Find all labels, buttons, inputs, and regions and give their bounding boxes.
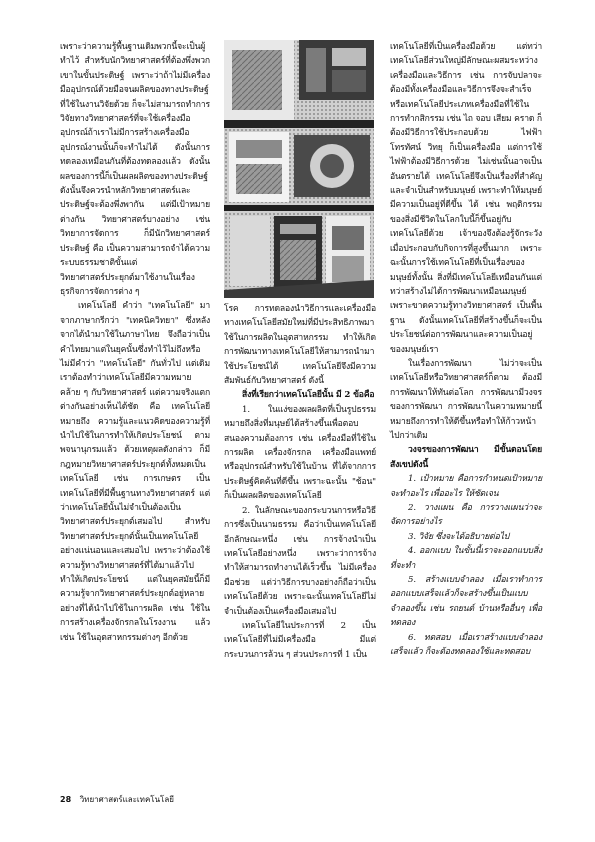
middle-column xyxy=(224,302,376,662)
factory-photo xyxy=(224,40,374,298)
list-item: 6. ทดสอบ เมื่อเราสร้างแบบจำลองเสร็จแล้ว ก็จะต้องทดลองใช้และทดสอบ xyxy=(390,632,542,658)
publication-title: วิทยาศาสตร์และเทคโนโลยี xyxy=(79,795,174,804)
list-item: 4. ออกแบบ ในขั้นนี้เราจะออกแบบสิ่งที่จะทำ xyxy=(390,546,542,571)
page-footer xyxy=(60,793,174,806)
list-item: 2. วางแผน คือ การวางแผนว่าจะจัดการอย่างไร xyxy=(390,503,542,528)
list-item: 3. วิจัย ซึ่งจะได้อธิบายต่อไป xyxy=(408,531,510,542)
page-number: 28 xyxy=(60,795,72,804)
section-heading-1: สิ่งที่เรียกว่าเทคโนโลยีนั้น มี 2 ข้อคือ xyxy=(242,390,375,401)
section-heading-2: วงจรของการพัฒนา มีขั้นตอนโดยสังเขปดังนี้ xyxy=(390,445,542,470)
left-paragraph-2: เทคโนโลยี คำว่า "เทคโนโลยี" มาจากภาษากรีกว่า "เทคนิควิทยา" ซึ่งหลังจากได้นำมาใช้ในภาษาไทย จึงถือว่าเป็นคำไทยมาแต่ในยุคนั้นซึ่งทำไว้ไม่ถึงหรือไม่มีคำว่า "เทคโนโลยี" กันทั่วไป แต่เดิมเราต้องทำว่าเทคโนโลยีมีความหมายคล้าย ๆ กับวิทยาศาสตร์ แต่ความจริงแตกต่างกันอย่างเห็นได้ชัด คือ เทคโนโลยีหมายถึง ความรู้และแนวคิดของความรู้ที่นำไปใช้ในการทำให้เกิดประโยชน์ ตามพจนานุกรมแล้ว ด้วยเหตุผลดังกล่าว ก็มีกฎหมายวิทยาศาสตร์ประยุกต์ทั้งหมดเป็นเทคโนโลยี เช่น การเกษตร เป็นเทคโนโลยีที่มีพื้นฐานทางวิทยาศาสตร์ แต่ว่าเทคโนโลยีนั้นไม่จำเป็นต้องเป็นวิทยาศาสตร์ประยุกต์เสมอไป สำหรับวิทยาศาสตร์ประยุกต์นั้นเป็นเทคโนโลยีอย่างแน่นอนและเสมอไป เพราะว่าต้องใช้ความรู้ทางวิทยาศาสตร์ที่ได้มาแล้วไปทำให้เกิดประโยชน์ แต่ในยุคสมัยนี้ก็มีความรู้จากวิทยาศาสตร์ประยุกต์อยู่หลายอย่างที่ได้นำไปใช้ในการผลิต เช่น ใช้ในการสร้างเครื่องจักรกลในโรงงาน แล้ว เช่น ใช้ในอุตสาหกรรมต่างๆ อีกด้วย xyxy=(60,301,210,643)
left-paragraph-1: เพราะว่าความรู้พื้นฐานเดิมพวกนี้จะเป็นผู้ทำไว้ สำหรับนักวิทยาศาสตร์ที่ต้องพึ่งพวกเขาในขั้นประดิษฐ์ เพราะว่าถ้าไม่มีเครื่องมืออุปกรณ์ด้วยมือจนผลิตของทางประดิษฐ์ที่ใช้ในงานวิจัยด้วย ก็จะไม่สามารถทำการวิจัยทางวิทยาศาสตร์ที่จะใช้เครื่องมืออุปกรณ์ถ้าเราไม่มีการสร้างเครื่องมืออุปกรณ์งานนั้นก็จะทำไม่ได้ ดังนั้นการทดลองเหมือนกันที่ต้องทดลองแล้ว ดังนั้นผลของการนี้ก็เป็นผลผลิตของทางประดิษฐ์ ดังนั้นจึงควรนำหลักวิทยาศาสตร์และประดิษฐ์จะต้องพึ่งพากัน แต่มีเป้าหมายต่างกัน วิทยาศาสตร์บางอย่าง เช่น วิทยาการจัดการ ก็มีนักวิทยาศาสตร์ประดิษฐ์ คือ เป็นความสามารถจำได้ความระบบธรรมชาติขั้นแต่วิทยาศาสตร์ประยุกต์มาใช้งานในเรื่องธุรกิจการจัดการต่าง ๆ xyxy=(60,42,210,297)
middle-paragraph-3: 2. ในลักษณะของกระบวนการหรือวิธีการซึ่งเป็นนามธรรม คือว่าเป็นเทคโนโลยีอีกลักษณะหนึ่ง เช่น การจ้างนำเป็นเทคโนโลยีอย่างหนึ่ง เพราะว่าการจ้างทำให้สามารถทำงานได้เร็วขึ้น ไม่มีเครื่องมือช่วย แต่ว่าวิธีการบางอย่างก็ถือว่าเป็นเทคโนโลยีด้วย เพราะฉะนั้นเทคโนโลยีไม่จำเป็นต้องเป็นเครื่องมือเสมอไป xyxy=(224,505,376,617)
middle-paragraph-1: โรค การทดลองนำวิธีการและเครื่องมือทางเทคโนโลยีสมัยใหม่ที่มีประสิทธิภาพมาใช้ในการผลิตในอุตสาหกรรม ทำให้เกิดการพัฒนาทางเทคโนโลยีให้สามารถนำมาใช้ประโยชน์ได้ เทคโนโลยีจึงมีความสัมพันธ์กับวิทยาศาสตร์ ดังนี้ xyxy=(224,304,376,387)
right-paragraph-1: เทคโนโลยีที่เป็นเครื่องมือด้วย แต่ทว่าเทคโนโลยีส่วนใหญ่มีลักษณะผสมระหว่างเครื่องมือและวิธีการ เช่น การจับปลาจะต้องมีทั้งเครื่องมือและวิธีการจึงจะสำเร็จ หรือเทคโนโลยีประเภทเครื่องมือที่ใช้ในการทำกสิกรรม เช่น ไถ จอบ เสียม คราด ก็ต้องมีวิธีการใช้ประกอบด้วย ไฟฟ้า โทรทัศน์ วิทยุ ก็เป็นเครื่องมือ แต่การใช้ไฟฟ้าต้องมีวิธีการด้วย ไม่เช่นนั้นอาจเป็นอันตรายได้ เทคโนโลยีจึงเป็นเรื่องที่สำคัญและจำเป็นสำหรับมนุษย์ เพราะทำให้มนุษย์มีความเป็นอยู่ที่ดีขึ้น ได้ เช่น พฤติกรรมของสิ่งมีชีวิตในโลกใบนี้ก็ขึ้นอยู่กับเทคโนโลยีด้วย เจ้าของจึงต้องรู้จักระวัง เมื่อประกอบกับกิจการที่สูงขึ้นมาก เพราะฉะนั้นการใช้เทคโนโลยีที่เป็นเรื่องของมนุษย์ทั้งนั้น สิ่งที่มีเทคโนโลยีเหมือนกันแต่ทว่าสร้างไม่ได้การพัฒนาเหมือนมนุษย์ เพราะขาดความรู้ทางวิทยาศาสตร์ เป็นพื้นฐาน ดังนั้นเทคโนโลยีที่สร้างขึ้นก็จะเป็นประโยชน์ต่อการพัฒนาและความเป็นอยู่ของมนุษย์เรา xyxy=(390,42,542,355)
right-column xyxy=(390,40,542,659)
middle-paragraph-4: เทคโนโลยีในประการที่ 2 เป็นเทคโนโลยีที่ไม่มีเครื่องมือ มีแต่กระบวนการล้วน ๆ ส่วนประการที่ 1 เป็น xyxy=(224,620,376,660)
right-paragraph-2: ในเรื่องการพัฒนา ไม่ว่าจะเป็นเทคโนโลยีหรือวิทยาศาสตร์ก็ตาม ต้องมีการพัฒนาให้ทันต่อโลก การพัฒนามีวงจรของการพัฒนา การพัฒนาในความหมายนี้หมายถึงการทำให้ดีขึ้นหรือทำให้ก้าวหน้าไปกว่าเดิม xyxy=(390,358,542,441)
list-item: 5. สร้างแบบจำลอง เมื่อเราทำการออกแบบเสร็จแล้วก็จะสร้างขึ้นเป็นแบบจำลองขึ้น เช่น รถยนต์ บ้านหรืออื่นๆ เพื่อทดลอง xyxy=(390,575,542,629)
list-item: 1. เป้าหมาย คือการกำหนดเป้าหมาย จะทำอะไร เพื่ออะไร ให้ชัดเจน xyxy=(390,474,542,499)
middle-paragraph-2: 1. ในแง่ของผลผลิตที่เป็นรูปธรรม หมายถึงสิ่งที่มนุษย์ได้สร้างขึ้นเพื่อตอบสนองความต้องการ เช่น เครื่องมือที่ใช้ในการผลิต เครื่องจักรกล เครื่องมือแพทย์ หรืออุปกรณ์สำหรับใช้ในบ้าน ที่ได้จากการประดิษฐ์คิดค้นที่ดีขึ้น เพราะฉะนั้น "ช้อน" ก็เป็นผลผลิตของเทคโนโลยี xyxy=(224,404,376,502)
left-column xyxy=(60,40,210,645)
